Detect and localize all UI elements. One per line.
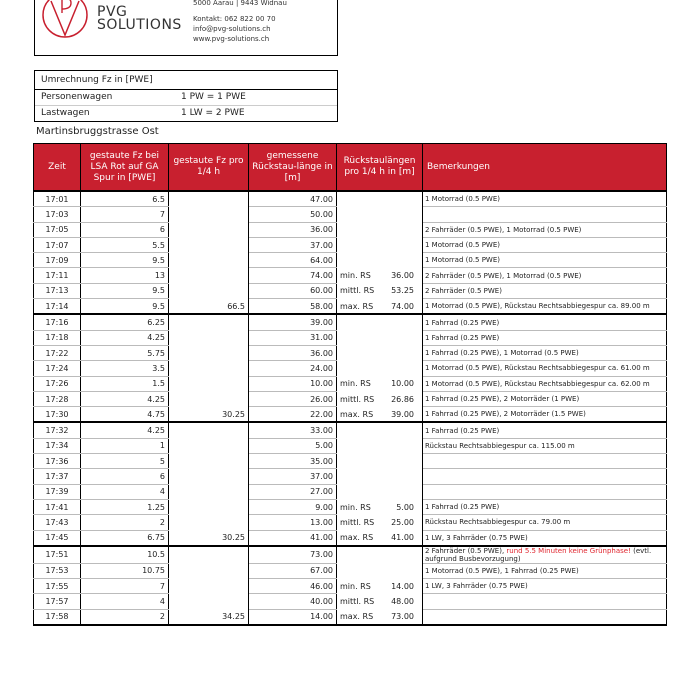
cell-rueckstau xyxy=(337,361,423,376)
cell-laenge: 5.00 xyxy=(249,438,337,453)
rs-value: 48.00 xyxy=(391,597,414,607)
rs-value: 39.00 xyxy=(391,409,414,419)
cell-zeit: 17:24 xyxy=(34,361,81,376)
cell-gestaut-ga: 6.5 xyxy=(81,191,169,207)
cell-gestaut-ga: 4.25 xyxy=(81,391,169,406)
cell-gestaut-quarter xyxy=(169,469,249,484)
cell-gestaut-quarter xyxy=(169,222,249,237)
cell-zeit: 17:18 xyxy=(34,330,81,345)
table-row xyxy=(34,330,667,345)
table-row xyxy=(34,594,667,609)
cell-gestaut-ga: 9.5 xyxy=(81,253,169,268)
cell-gestaut-quarter: 34.25 xyxy=(169,609,249,625)
remark-text: 1 Fahrrad (0.25 PWE) xyxy=(425,318,500,327)
cell-laenge: 40.00 xyxy=(249,594,337,609)
cell-rueckstau xyxy=(337,237,423,252)
cell-gestaut-ga: 5 xyxy=(81,454,169,469)
cell-zeit: 17:14 xyxy=(34,299,81,315)
cell-gestaut-ga: 4 xyxy=(81,594,169,609)
cell-zeit: 17:03 xyxy=(34,207,81,222)
cell-gestaut-ga: 9.5 xyxy=(81,299,169,315)
cell-gestaut-ga: 2 xyxy=(81,609,169,625)
rs-value: 41.00 xyxy=(391,533,414,543)
cell-laenge: 73.00 xyxy=(249,546,337,564)
header-rueckstau: Rückstaulängen pro 1/4 h in [m] xyxy=(337,144,423,192)
cell-zeit: 17:53 xyxy=(34,563,81,578)
cell-gestaut-quarter xyxy=(169,191,249,207)
rs-label: mittl. RS xyxy=(340,597,375,607)
conversion-row xyxy=(35,90,337,106)
cell-gestaut-ga: 1.25 xyxy=(81,499,169,514)
rs-label: min. RS xyxy=(340,581,371,591)
company-email[interactable]: info@pvg-solutions.ch xyxy=(193,25,271,33)
cell-zeit: 17:45 xyxy=(34,530,81,546)
cell-remark xyxy=(423,268,667,283)
header-remarks: Bemerkungen xyxy=(423,144,667,192)
cell-laenge: 36.00 xyxy=(249,345,337,360)
table-row xyxy=(34,237,667,252)
cell-gestaut-quarter xyxy=(169,207,249,222)
cell-laenge: 74.00 xyxy=(249,268,337,283)
remark-text: 1 Fahrrad (0.25 PWE) xyxy=(425,426,500,435)
table-row xyxy=(34,422,667,438)
rs-label: mittl. RS xyxy=(340,286,375,296)
cell-remark xyxy=(423,222,667,237)
cell-rueckstau xyxy=(337,422,423,438)
rs-label: mittl. RS xyxy=(340,517,375,527)
company-header xyxy=(34,0,338,56)
table-row xyxy=(34,469,667,484)
table-row xyxy=(34,376,667,391)
remark-text: 1 Motorrad (0.5 PWE), 1 Fahrrad (0.25 PWE) xyxy=(425,566,579,575)
header-gestaut-quarter: gestaute Fz pro 1/4 h xyxy=(169,144,249,192)
pvg-logo-icon xyxy=(41,0,93,45)
cell-laenge: 33.00 xyxy=(249,422,337,438)
cell-zeit: 17:43 xyxy=(34,515,81,530)
cell-rueckstau xyxy=(337,299,423,315)
table-row xyxy=(34,454,667,469)
cell-laenge: 64.00 xyxy=(249,253,337,268)
rs-label: min. RS xyxy=(340,271,371,281)
cell-gestaut-quarter xyxy=(169,345,249,360)
rs-label: mittl. RS xyxy=(340,394,375,404)
cell-gestaut-ga: 5.75 xyxy=(81,345,169,360)
rs-value: 74.00 xyxy=(391,301,414,311)
cell-laenge: 67.00 xyxy=(249,563,337,578)
rs-value: 73.00 xyxy=(391,612,414,622)
cell-remark xyxy=(423,515,667,530)
rs-value: 53.25 xyxy=(391,286,414,296)
cell-gestaut-quarter xyxy=(169,237,249,252)
remark-text: 1 Motorrad (0.5 PWE) xyxy=(425,256,501,265)
cell-gestaut-quarter xyxy=(169,391,249,406)
cell-zeit: 17:58 xyxy=(34,609,81,625)
cell-remark xyxy=(423,609,667,625)
cell-laenge: 31.00 xyxy=(249,330,337,345)
remark-text: 1 Motorrad (0.5 PWE) xyxy=(425,195,501,204)
cell-gestaut-ga: 1 xyxy=(81,438,169,453)
cell-gestaut-ga: 10.5 xyxy=(81,546,169,564)
table-row xyxy=(34,546,667,564)
cell-laenge: 26.00 xyxy=(249,391,337,406)
cell-laenge: 10.00 xyxy=(249,376,337,391)
cell-gestaut-ga: 9.5 xyxy=(81,283,169,298)
cell-zeit: 17:07 xyxy=(34,237,81,252)
cell-gestaut-quarter xyxy=(169,330,249,345)
cell-rueckstau xyxy=(337,563,423,578)
cell-zeit: 17:37 xyxy=(34,469,81,484)
cell-rueckstau xyxy=(337,515,423,530)
table-row xyxy=(34,391,667,406)
remark-text: 2 Fahrräder (0.5 PWE) xyxy=(425,286,502,295)
table-row xyxy=(34,268,667,283)
cell-gestaut-ga: 7 xyxy=(81,579,169,594)
conversion-title: Umrechnung Fz in [PWE] xyxy=(35,71,337,90)
cell-remark xyxy=(423,422,667,438)
cell-rueckstau xyxy=(337,191,423,207)
logo-text-pvg: PVG xyxy=(97,4,128,20)
cell-remark xyxy=(423,438,667,453)
rs-label: max. RS xyxy=(340,301,374,311)
cell-laenge: 50.00 xyxy=(249,207,337,222)
cell-gestaut-quarter xyxy=(169,422,249,438)
cell-remark xyxy=(423,594,667,609)
remark-text: Rückstau Rechtsabbiegespur ca. 79.00 m xyxy=(425,518,571,527)
cell-rueckstau xyxy=(337,376,423,391)
remark-text: 1 Fahrrad (0.25 PWE), 1 Motorrad (0.5 PWE) xyxy=(425,349,579,358)
remark-text: 2 Fahrräder (0.5 PWE), xyxy=(425,546,507,555)
remark-text: 1 Fahrrad (0.25 PWE) xyxy=(425,333,500,342)
cell-rueckstau xyxy=(337,579,423,594)
cell-gestaut-ga: 6.75 xyxy=(81,530,169,546)
cell-gestaut-quarter: 30.25 xyxy=(169,530,249,546)
cell-remark xyxy=(423,361,667,376)
cell-gestaut-quarter xyxy=(169,253,249,268)
cell-rueckstau xyxy=(337,499,423,514)
cell-remark xyxy=(423,454,667,469)
header-laenge: gemessene Rückstau-länge in [m] xyxy=(249,144,337,192)
table-row xyxy=(34,609,667,625)
cell-gestaut-ga: 6 xyxy=(81,222,169,237)
remark-text: Rückstau Rechtsabbiegespur ca. 115.00 m xyxy=(425,441,575,450)
conversion-label: Lastwagen xyxy=(41,108,90,118)
rs-label: min. RS xyxy=(340,502,371,512)
cell-rueckstau xyxy=(337,484,423,499)
cell-laenge: 27.00 xyxy=(249,484,337,499)
traffic-table xyxy=(33,143,667,626)
cell-zeit: 17:34 xyxy=(34,438,81,453)
cell-gestaut-quarter: 66.5 xyxy=(169,299,249,315)
cell-rueckstau xyxy=(337,438,423,453)
cell-gestaut-ga: 4 xyxy=(81,484,169,499)
cell-rueckstau xyxy=(337,330,423,345)
cell-gestaut-quarter xyxy=(169,283,249,298)
cell-remark xyxy=(423,579,667,594)
cell-gestaut-ga: 13 xyxy=(81,268,169,283)
cell-laenge: 24.00 xyxy=(249,361,337,376)
cell-gestaut-ga: 5.5 xyxy=(81,237,169,252)
cell-gestaut-ga: 2 xyxy=(81,515,169,530)
cell-remark xyxy=(423,563,667,578)
cell-laenge: 22.00 xyxy=(249,407,337,423)
cell-rueckstau xyxy=(337,391,423,406)
cell-remark xyxy=(423,391,667,406)
cell-rueckstau xyxy=(337,207,423,222)
table-row xyxy=(34,222,667,237)
remark-text: 1 LW, 3 Fahrräder (0.75 PWE) xyxy=(425,533,528,542)
table-row xyxy=(34,530,667,546)
cell-gestaut-quarter xyxy=(169,314,249,330)
remark-text: 1 Motorrad (0.5 PWE) xyxy=(425,241,501,250)
remark-text: 1 Motorrad (0.5 PWE), Rückstau Rechtsabbiegespur ca. 89.00 m xyxy=(425,302,650,311)
cell-laenge: 9.00 xyxy=(249,499,337,514)
cell-laenge: 36.00 xyxy=(249,222,337,237)
cell-laenge: 35.00 xyxy=(249,454,337,469)
table-row xyxy=(34,484,667,499)
table-row xyxy=(34,299,667,315)
table-row xyxy=(34,207,667,222)
cell-zeit: 17:13 xyxy=(34,283,81,298)
table-row xyxy=(34,563,667,578)
conversion-label: Personenwagen xyxy=(41,92,113,102)
table-row xyxy=(34,345,667,360)
cell-remark xyxy=(423,499,667,514)
remark-text-tail: (evtl. aufgrund Busbevorzugung) xyxy=(425,546,652,563)
cell-zeit: 17:32 xyxy=(34,422,81,438)
header-gestaut-ga: gestaute Fz bei LSA Rot auf GA Spur in [PWE] xyxy=(81,144,169,192)
cell-zeit: 17:26 xyxy=(34,376,81,391)
cell-rueckstau xyxy=(337,469,423,484)
company-contact: Kontakt: 062 822 00 70 xyxy=(193,15,276,23)
company-web[interactable]: www.pvg-solutions.ch xyxy=(193,35,270,43)
cell-remark xyxy=(423,207,667,222)
cell-rueckstau xyxy=(337,546,423,564)
cell-gestaut-ga: 4.25 xyxy=(81,422,169,438)
table-row xyxy=(34,361,667,376)
cell-rueckstau xyxy=(337,268,423,283)
cell-remark xyxy=(423,376,667,391)
cell-laenge: 13.00 xyxy=(249,515,337,530)
cell-rueckstau xyxy=(337,314,423,330)
cell-laenge: 37.00 xyxy=(249,237,337,252)
cell-zeit: 17:05 xyxy=(34,222,81,237)
cell-zeit: 17:22 xyxy=(34,345,81,360)
cell-zeit: 17:11 xyxy=(34,268,81,283)
header-zeit: Zeit xyxy=(34,144,81,192)
remark-text: 1 Fahrrad (0.25 PWE), 2 Motorräder (1.5 PWE) xyxy=(425,410,586,419)
cell-laenge: 41.00 xyxy=(249,530,337,546)
cell-gestaut-quarter xyxy=(169,499,249,514)
cell-remark xyxy=(423,299,667,315)
logo-text-solutions: SOLUTIONS xyxy=(97,17,182,33)
table-row xyxy=(34,515,667,530)
rs-label: max. RS xyxy=(340,409,374,419)
cell-zeit: 17:39 xyxy=(34,484,81,499)
conversion-box xyxy=(34,70,338,122)
rs-value: 5.00 xyxy=(396,502,414,512)
cell-remark xyxy=(423,330,667,345)
cell-gestaut-ga: 4.75 xyxy=(81,407,169,423)
cell-gestaut-quarter xyxy=(169,546,249,564)
cell-laenge: 14.00 xyxy=(249,609,337,625)
cell-zeit: 17:16 xyxy=(34,314,81,330)
table-row xyxy=(34,283,667,298)
cell-gestaut-quarter xyxy=(169,268,249,283)
table-header-row xyxy=(34,144,667,192)
cell-zeit: 17:51 xyxy=(34,546,81,564)
cell-gestaut-quarter xyxy=(169,438,249,453)
cell-gestaut-quarter xyxy=(169,515,249,530)
remark-warning: rund 5.5 Minuten keine Grünphase! xyxy=(506,546,631,555)
cell-rueckstau xyxy=(337,253,423,268)
cell-remark xyxy=(423,283,667,298)
conversion-row xyxy=(35,106,337,121)
remark-text: 1 Fahrrad (0.25 PWE), 2 Motorräder (1 PWE) xyxy=(425,395,580,403)
cell-gestaut-quarter xyxy=(169,454,249,469)
rs-value: 26.86 xyxy=(391,394,414,404)
remark-text: 1 Motorrad (0.5 PWE), Rückstau Rechtsabbiegespur ca. 61.00 m xyxy=(425,364,650,373)
cell-gestaut-quarter xyxy=(169,361,249,376)
rs-value: 14.00 xyxy=(391,581,414,591)
table-row xyxy=(34,579,667,594)
cell-gestaut-quarter: 30.25 xyxy=(169,407,249,423)
cell-gestaut-quarter xyxy=(169,484,249,499)
rs-value: 36.00 xyxy=(391,271,414,281)
cell-rueckstau xyxy=(337,530,423,546)
cell-gestaut-ga: 1.5 xyxy=(81,376,169,391)
conversion-value: 1 LW = 2 PWE xyxy=(181,108,245,118)
cell-remark xyxy=(423,253,667,268)
cell-rueckstau xyxy=(337,594,423,609)
cell-gestaut-quarter xyxy=(169,579,249,594)
cell-remark xyxy=(423,546,667,564)
cell-zeit: 17:36 xyxy=(34,454,81,469)
table-row xyxy=(34,499,667,514)
cell-gestaut-quarter xyxy=(169,563,249,578)
cell-remark xyxy=(423,469,667,484)
cell-rueckstau xyxy=(337,222,423,237)
table-row xyxy=(34,407,667,423)
remark-text: 1 LW, 3 Fahrräder (0.75 PWE) xyxy=(425,582,528,591)
rs-label: min. RS xyxy=(340,379,371,389)
cell-laenge: 39.00 xyxy=(249,314,337,330)
cell-rueckstau xyxy=(337,454,423,469)
rs-label: max. RS xyxy=(340,533,374,543)
conversion-value: 1 PW = 1 PWE xyxy=(181,92,246,102)
cell-laenge: 47.00 xyxy=(249,191,337,207)
cell-rueckstau xyxy=(337,407,423,423)
cell-remark xyxy=(423,530,667,546)
cell-laenge: 60.00 xyxy=(249,283,337,298)
section-title: Martinsbruggstrasse Ost xyxy=(36,126,159,137)
cell-gestaut-ga: 6 xyxy=(81,469,169,484)
rs-value: 10.00 xyxy=(391,379,414,389)
cell-zeit: 17:28 xyxy=(34,391,81,406)
table-row xyxy=(34,191,667,207)
cell-zeit: 17:41 xyxy=(34,499,81,514)
cell-rueckstau xyxy=(337,283,423,298)
rs-value: 25.00 xyxy=(391,517,414,527)
cell-laenge: 37.00 xyxy=(249,469,337,484)
cell-remark xyxy=(423,345,667,360)
cell-remark xyxy=(423,191,667,207)
remark-text: 2 Fahrräder (0.5 PWE), 1 Motorrad (0.5 PWE) xyxy=(425,271,582,280)
cell-laenge: 58.00 xyxy=(249,299,337,315)
cell-remark xyxy=(423,484,667,499)
table-row xyxy=(34,253,667,268)
table-row xyxy=(34,314,667,330)
cell-zeit: 17:09 xyxy=(34,253,81,268)
table-row xyxy=(34,438,667,453)
rs-label: max. RS xyxy=(340,612,374,622)
cell-rueckstau xyxy=(337,609,423,625)
cell-gestaut-ga: 4.25 xyxy=(81,330,169,345)
cell-zeit: 17:55 xyxy=(34,579,81,594)
cell-remark xyxy=(423,314,667,330)
remark-text: 1 Motorrad (0.5 PWE), Rückstau Rechtsabbiegespur ca. 62.00 m xyxy=(425,379,650,388)
cell-zeit: 17:57 xyxy=(34,594,81,609)
cell-gestaut-ga: 3.5 xyxy=(81,361,169,376)
cell-remark xyxy=(423,407,667,423)
cell-laenge: 46.00 xyxy=(249,579,337,594)
cell-gestaut-quarter xyxy=(169,376,249,391)
remark-text: 1 Fahrrad (0.25 PWE) xyxy=(425,503,500,512)
cell-gestaut-quarter xyxy=(169,594,249,609)
remark-text: 2 Fahrräder (0.5 PWE), 1 Motorrad (0.5 PWE) xyxy=(425,225,582,234)
cell-gestaut-ga: 7 xyxy=(81,207,169,222)
cell-gestaut-ga: 10.75 xyxy=(81,563,169,578)
cell-zeit: 17:01 xyxy=(34,191,81,207)
cell-remark xyxy=(423,237,667,252)
cell-rueckstau xyxy=(337,345,423,360)
cell-zeit: 17:30 xyxy=(34,407,81,423)
cell-gestaut-ga: 6.25 xyxy=(81,314,169,330)
company-address: 5000 Aarau | 9443 Widnau xyxy=(193,0,287,7)
